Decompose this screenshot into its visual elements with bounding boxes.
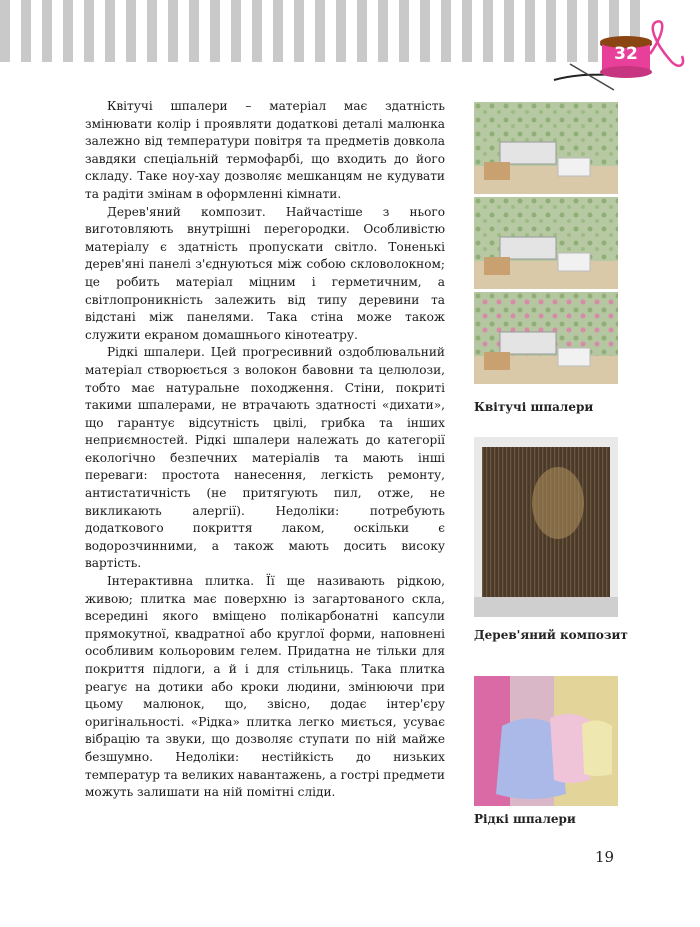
liquid-wallpaper-photo [474, 676, 618, 806]
header-stripes [0, 0, 640, 62]
page-number: 19 [595, 848, 615, 866]
term: Дерев'яний композит. [107, 204, 266, 219]
paragraph: Квітучі шпалери – матеріал має здатність змінювати колір і проявляти додаткові деталі малюнка залежно від температури повітря та предметів довкола завдяки спеціальній термофарбі, що входить до його складу. Таке ноу-хау дозволяє мешканцям не кудувати та радіти змінам в оформленні кімнати. [85, 99, 445, 201]
chapter-badge [552, 14, 692, 94]
term: Квітучі шпалери [107, 99, 228, 113]
paragraph: Інтерактивна плитка. Її ще називають рідкою, живою; плитка має поверхню із загартованого скла, всередині якого вміщено полікарбонатні капсули прямокутної, квадратної або круглої форми, наповнені особливим кольоровим гелем. Придатна не тільки для покриття підлоги, а й і для стільниць. Така плитка реагує на дотики або кроки людини, змінюючи при цьому малюнок, що, звісно, додає інтер'єру оригінальності. «Рідка» плитка легко миється, усуває вібрацію та звуки, що дозволяє ступати по ній майже безшумно. Недоліки: нестійкість до низьких температур та великих навантажень, а гострі предмети можуть залишати на ній помітні сліди. [85, 574, 445, 800]
term: Рідкі шпалери. [107, 345, 205, 360]
blooming-wallpaper-photo [474, 102, 618, 384]
term: Інтерактивна плитка. [107, 574, 255, 589]
main-text [85, 98, 445, 802]
figure-caption: Квітучі шпалери [474, 400, 594, 414]
wooden-composite-photo [474, 437, 618, 617]
paragraph: Дерев'яний композит. Найчастіше з нього виготовляють внутрішні перегородки. Особливістю матеріалу є здатність пропускати світло. Тоненькі дерев'яні панелі з'єднуються між собою скловолокном; це робить матеріал міцним і герметичним, а світлопроникність залежить від типу деревини та відстані між панелями. Така стіна може також служити екраном домашнього кінотеатру. [85, 204, 445, 342]
figure-caption: Дерев'яний композит [474, 628, 628, 642]
paragraph: Рідкі шпалери. Цей прогресивний оздоблювальний матеріал створюється з волокон бавовни та целюлози, тобто має натуральне походження. Стіни, покриті такими шпалерами, не втрачають здатності «дихати», що гарантує відсутність цвілі, грибка та інших неприємностей. Рідкі шпалери належать до категорії екологічно безпечних матеріалів та мають інші переваги: простота нанесення, легкість ремонту, антистатичність (не притягують пил, отже, не викликають алергії). Недоліки: потребують додаткового покриття лаком, оскільки є водорозчинними, а також мають досить високу вартість. [85, 345, 445, 571]
chapter-number: 32 [614, 44, 638, 64]
figure-caption: Рідкі шпалери [474, 812, 576, 826]
